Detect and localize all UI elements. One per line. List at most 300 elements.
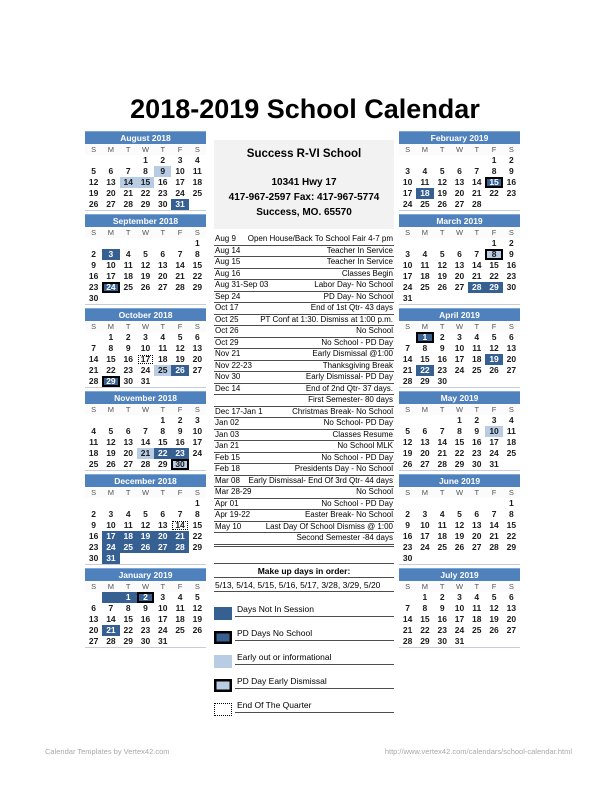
day-cell: 11 (472, 603, 482, 613)
day-cell: 20 (454, 271, 465, 281)
month-june-2019 (399, 474, 520, 565)
day-cell: 23 (158, 188, 168, 198)
day-cell: 30 (123, 376, 133, 386)
day-cell: 2 (160, 155, 166, 165)
day-cell: 16 (472, 437, 482, 447)
day-cell: 12 (192, 603, 203, 613)
day-cell: 2 (125, 332, 131, 342)
month-january-2019 (85, 568, 206, 648)
month-title: November 2018 (85, 391, 206, 404)
day-cell: 9 (439, 603, 445, 613)
day-cell: 10 (140, 343, 151, 353)
weekday-label: S (399, 227, 416, 238)
day-cell: 8 (160, 426, 166, 436)
event-date: Oct 26 (215, 326, 239, 335)
event-row (214, 407, 394, 419)
day-cell: 18 (123, 271, 133, 281)
day-cell: 11 (123, 520, 133, 530)
day-cell: 12 (140, 260, 151, 270)
empty-day-cell (468, 155, 485, 166)
legend-swatch-light (214, 655, 232, 668)
day-cell: 20 (123, 448, 133, 458)
day-cell: 5 (405, 426, 410, 436)
day-cell: 16 (123, 354, 133, 364)
weekday-label: T (120, 581, 137, 592)
weekday-label: T (120, 144, 137, 155)
day-cell: 5 (177, 332, 183, 342)
day-cell: 16 (88, 271, 99, 281)
day-cell: 15 (106, 354, 116, 364)
day-cell: 6 (422, 426, 428, 436)
day-cell: 10 (420, 520, 430, 530)
day-cell: 27 (472, 542, 482, 552)
weekday-label: S (85, 144, 102, 155)
day-cell: 20 (506, 354, 517, 364)
weekday-label: S (85, 227, 102, 238)
day-cell: 12 (106, 437, 116, 447)
weekday-label: T (154, 487, 171, 498)
event-row (214, 522, 394, 534)
day-cell: 26 (489, 625, 499, 635)
day-cell: 9 (508, 249, 514, 259)
day-cell: 19 (454, 531, 465, 541)
day-cell: 27 (506, 365, 517, 375)
day-cell: 9 (154, 166, 171, 177)
day-cell: 26 (489, 365, 499, 375)
day-cell: 2 (439, 332, 445, 342)
school-name: Success R-VI School (246, 148, 362, 160)
day-cell: 17 (454, 354, 465, 364)
day-cell: 13 (420, 437, 430, 447)
empty-day-cell (468, 498, 485, 509)
day-cell: 22 (454, 448, 465, 458)
day-cell: 15 (506, 520, 517, 530)
day-cell: 23 (171, 448, 188, 459)
day-cell: 24 (454, 365, 465, 375)
event-date: Mar 08 (215, 475, 240, 485)
day-cell: 31 (102, 553, 119, 564)
day-cell: 1 (120, 592, 137, 603)
month-grid (399, 144, 520, 211)
event-description: Presidents Day - No School (294, 464, 393, 473)
day-cell: 2 (91, 509, 96, 519)
day-cell: 7 (177, 249, 183, 259)
weekday-label: S (189, 321, 206, 332)
day-cell: 25 (420, 282, 430, 292)
event-date: Aug 31-Sep 03 (215, 280, 269, 289)
day-cell: 9 (439, 343, 445, 353)
day-cell: 15 (489, 260, 499, 270)
day-cell: 1 (422, 592, 428, 602)
event-row (214, 257, 394, 269)
day-cell: 31 (402, 293, 413, 303)
day-cell: 4 (422, 166, 428, 176)
month-grid (85, 581, 206, 648)
day-cell: 14 (171, 520, 188, 531)
empty-day-cell (416, 155, 433, 166)
day-cell: 20 (154, 531, 171, 542)
day-cell: 3 (143, 332, 148, 342)
day-cell: 9 (508, 166, 514, 176)
empty-day-cell (120, 415, 137, 426)
weekday-label: W (451, 321, 468, 332)
weekday-label: W (451, 144, 468, 155)
day-cell: 15 (454, 437, 465, 447)
day-cell: 22 (420, 625, 430, 635)
day-cell: 30 (158, 199, 168, 209)
day-cell: 21 (88, 365, 99, 375)
weekday-label: W (137, 144, 154, 155)
weekday-label: S (399, 321, 416, 332)
day-cell: 8 (485, 249, 502, 260)
day-cell: 13 (472, 520, 482, 530)
month-july-2019 (399, 568, 520, 648)
event-description: Open House/Back To School Fair 4-7 pm (247, 234, 393, 243)
weekday-label: F (485, 321, 502, 332)
empty-day-cell (434, 155, 451, 166)
day-cell: 17 (420, 531, 430, 541)
day-cell: 29 (192, 542, 203, 552)
day-cell: 16 (158, 177, 168, 187)
day-cell: 26 (437, 199, 447, 209)
day-cell: 28 (402, 636, 413, 646)
day-cell: 28 (175, 282, 185, 292)
weekday-label: T (154, 581, 171, 592)
day-cell: 10 (106, 520, 116, 530)
day-cell: 27 (454, 282, 465, 292)
day-cell: 13 (88, 614, 99, 624)
weekday-label: M (416, 144, 433, 155)
day-cell: 24 (175, 188, 185, 198)
weekday-label: S (503, 144, 520, 155)
day-cell: 31 (171, 199, 188, 210)
day-cell: 11 (420, 260, 430, 270)
day-cell: 8 (457, 426, 462, 436)
empty-day-cell (416, 415, 433, 426)
day-cell: 31 (489, 459, 499, 469)
day-cell: 15 (192, 520, 203, 530)
day-cell: 27 (506, 625, 517, 635)
day-cell: 11 (192, 166, 202, 176)
day-cell: 22 (140, 188, 151, 198)
day-cell: 14 (140, 437, 151, 447)
day-cell: 2 (508, 155, 514, 165)
month-october-2018 (85, 308, 206, 388)
weekday-label: F (485, 581, 502, 592)
day-cell: 4 (422, 249, 428, 259)
month-april-2019 (399, 308, 520, 388)
day-cell: 3 (177, 155, 183, 165)
weekday-label: M (416, 487, 433, 498)
month-february-2019 (399, 131, 520, 211)
month-title: April 2019 (399, 308, 520, 321)
footer-credit: Calendar Templates by Vertex42.com (45, 747, 170, 756)
month-title: February 2019 (399, 131, 520, 144)
day-cell: 16 (175, 437, 185, 447)
day-cell: 15 (158, 437, 168, 447)
day-cell: 9 (143, 603, 148, 613)
day-cell: 12 (88, 177, 99, 187)
day-cell: 7 (91, 343, 96, 353)
day-cell: 3 (491, 415, 497, 425)
empty-day-cell (434, 498, 451, 509)
day-cell: 7 (177, 509, 183, 519)
day-cell: 24 (489, 448, 499, 458)
month-december-2018 (85, 474, 206, 565)
day-cell: 20 (88, 625, 99, 635)
day-cell: 22 (154, 448, 171, 459)
empty-day-cell (120, 155, 137, 166)
empty-day-cell (416, 498, 433, 509)
month-grid (85, 487, 206, 565)
day-cell: 15 (123, 614, 133, 624)
day-cell: 30 (88, 293, 99, 303)
day-cell: 19 (402, 448, 413, 458)
day-cell: 18 (420, 271, 430, 281)
weekday-label: S (399, 144, 416, 155)
day-cell: 26 (140, 282, 151, 292)
event-description: Early Dismissal- End Of 3rd Qtr- 44 days (248, 475, 393, 485)
day-cell: 22 (489, 271, 499, 281)
day-cell: 18 (472, 354, 482, 364)
day-cell: 25 (472, 625, 482, 635)
day-cell: 18 (175, 614, 185, 624)
weekday-label: W (137, 487, 154, 498)
day-cell: 21 (472, 271, 482, 281)
day-cell: 27 (158, 282, 168, 292)
weekday-label: M (102, 227, 119, 238)
footer-url: http://www.vertex42.com/calendars/school-calendar.html (384, 747, 572, 756)
weekday-label: T (434, 581, 451, 592)
day-cell: 26 (137, 542, 154, 553)
event-row (214, 487, 394, 499)
day-cell: 24 (102, 542, 119, 553)
day-cell: 22 (489, 188, 499, 198)
weekday-label: T (434, 227, 451, 238)
day-cell: 7 (405, 343, 410, 353)
empty-day-cell (137, 415, 154, 426)
day-cell: 1 (194, 498, 200, 508)
weekday-label: S (85, 487, 102, 498)
weekday-label: T (154, 321, 171, 332)
day-cell: 20 (192, 354, 203, 364)
day-cell: 30 (88, 553, 99, 563)
event-row (214, 338, 394, 350)
day-cell: 7 (474, 249, 480, 259)
empty-day-cell (120, 498, 137, 509)
weekday-label: S (503, 404, 520, 415)
event-description: No School- PD Day (323, 418, 393, 427)
month-grid (85, 404, 206, 471)
event-row (214, 395, 394, 407)
event-description: Labor Day- No School (314, 280, 393, 289)
event-list (214, 234, 394, 547)
weekday-label: F (485, 487, 502, 498)
weekday-label: W (137, 321, 154, 332)
day-cell: 28 (402, 376, 413, 386)
event-date: Mar 28-29 (215, 487, 252, 496)
event-date: Nov 21 (215, 349, 241, 358)
event-description: Last Day Of School Dismiss @ 1:00 (265, 521, 393, 531)
legend-label: Early out or informational (235, 652, 394, 665)
legend-label: PD Days No School (235, 628, 394, 641)
day-cell: 24 (140, 365, 151, 375)
day-cell: 14 (175, 260, 185, 270)
day-cell: 12 (175, 343, 185, 353)
weekday-label: F (171, 581, 188, 592)
day-cell: 30 (472, 459, 482, 469)
day-cell: 12 (402, 437, 413, 447)
day-cell: 29 (485, 282, 502, 293)
empty-day-cell (85, 592, 102, 603)
day-cell: 11 (89, 437, 99, 447)
month-title: October 2018 (85, 308, 206, 321)
event-row (214, 476, 394, 488)
day-cell: 29 (140, 199, 151, 209)
day-cell: 6 (160, 249, 166, 259)
weekday-label: S (85, 321, 102, 332)
day-cell: 8 (108, 343, 114, 353)
day-cell: 5 (491, 332, 497, 342)
day-cell: 29 (158, 459, 168, 469)
empty-day-cell (399, 155, 416, 166)
day-cell: 7 (125, 166, 131, 176)
day-cell: 14 (472, 260, 482, 270)
empty-day-cell (399, 238, 416, 249)
day-cell: 16 (506, 260, 517, 270)
weekday-label: F (171, 144, 188, 155)
months-column-right (399, 131, 520, 651)
day-cell: 30 (171, 459, 188, 470)
school-info-box (214, 140, 394, 229)
day-cell: 22 (106, 365, 116, 375)
day-cell: 27 (192, 365, 203, 375)
day-cell: 13 (106, 177, 116, 187)
day-cell: 16 (437, 614, 447, 624)
event-description: No School - PD Day (321, 337, 393, 347)
month-grid (399, 227, 520, 305)
day-cell: 4 (91, 426, 96, 436)
event-description: Early Dismissal- PD Day (305, 372, 393, 381)
weekday-label: S (399, 404, 416, 415)
month-september-2018 (85, 214, 206, 305)
day-cell: 27 (420, 459, 430, 469)
day-cell: 6 (457, 249, 462, 259)
day-cell: 10 (175, 166, 185, 176)
weekday-label: M (102, 404, 119, 415)
month-title: May 2019 (399, 391, 520, 404)
day-cell: 9 (125, 343, 131, 353)
day-cell: 28 (140, 459, 151, 469)
day-cell: 29 (506, 542, 517, 552)
event-date: Dec 17-Jan 1 (215, 406, 263, 416)
day-cell: 2 (137, 592, 154, 603)
day-cell: 21 (437, 448, 447, 458)
day-cell: 24 (192, 448, 203, 458)
day-cell: 12 (437, 260, 447, 270)
day-cell: 24 (402, 282, 413, 292)
weekday-label: T (120, 487, 137, 498)
day-cell: 14 (106, 614, 116, 624)
day-cell: 5 (439, 166, 445, 176)
day-cell: 15 (192, 260, 203, 270)
day-cell: 30 (506, 282, 517, 292)
day-cell: 1 (194, 238, 200, 248)
empty-day-cell (102, 238, 119, 249)
day-cell: 8 (143, 166, 148, 176)
day-cell: 21 (402, 365, 413, 375)
day-cell: 21 (175, 271, 185, 281)
day-cell: 9 (405, 520, 410, 530)
day-cell: 17 (175, 177, 185, 187)
day-cell: 13 (123, 437, 133, 447)
day-cell: 30 (437, 376, 447, 386)
day-cell: 23 (437, 365, 447, 375)
day-cell: 28 (171, 542, 188, 553)
day-cell: 4 (474, 332, 480, 342)
empty-day-cell (434, 238, 451, 249)
event-description: No School - PD Day (321, 452, 393, 462)
event-description: No School (356, 487, 393, 496)
event-date: Apr 19-22 (215, 510, 251, 519)
weekday-label: S (85, 581, 102, 592)
weekday-label: T (120, 227, 137, 238)
day-cell: 4 (160, 332, 166, 342)
day-cell: 13 (158, 260, 168, 270)
day-cell: 23 (402, 542, 413, 552)
school-phone: 417-967-2597 Fax: 417-967-5774 (228, 192, 380, 203)
day-cell: 25 (88, 459, 99, 469)
empty-day-cell (399, 498, 416, 509)
day-cell: 8 (194, 509, 200, 519)
empty-day-cell (399, 415, 416, 426)
day-cell: 4 (474, 592, 480, 602)
day-cell: 24 (420, 542, 430, 552)
day-cell: 31 (158, 636, 168, 646)
day-cell: 5 (194, 592, 200, 602)
month-grid (399, 404, 520, 471)
empty-day-cell (102, 592, 119, 603)
day-cell: 27 (154, 542, 171, 553)
day-cell: 28 (489, 542, 499, 552)
day-cell: 30 (402, 553, 413, 563)
event-description: Teacher In Service (326, 257, 393, 266)
day-cell: 25 (123, 282, 133, 292)
day-cell: 24 (102, 282, 119, 293)
day-cell: 21 (489, 531, 499, 541)
weekday-label: T (468, 404, 485, 415)
event-date: Feb 18 (215, 464, 240, 473)
day-cell: 15 (420, 614, 430, 624)
event-row (214, 292, 394, 304)
weekday-label: F (171, 404, 188, 415)
event-description: End of 1st Qtr- 43 days (310, 303, 393, 312)
event-row (214, 418, 394, 430)
day-cell: 25 (192, 188, 203, 198)
day-cell: 23 (88, 282, 99, 292)
empty-day-cell (154, 498, 171, 509)
day-cell: 11 (506, 426, 516, 436)
day-cell: 17 (137, 354, 154, 365)
event-date: May 10 (215, 521, 242, 531)
day-cell: 9 (91, 520, 96, 530)
day-cell: 19 (485, 354, 502, 365)
day-cell: 5 (491, 592, 497, 602)
day-cell: 9 (474, 426, 480, 436)
day-cell: 14 (402, 614, 413, 624)
day-cell: 17 (402, 271, 413, 281)
day-cell: 25 (175, 625, 185, 635)
